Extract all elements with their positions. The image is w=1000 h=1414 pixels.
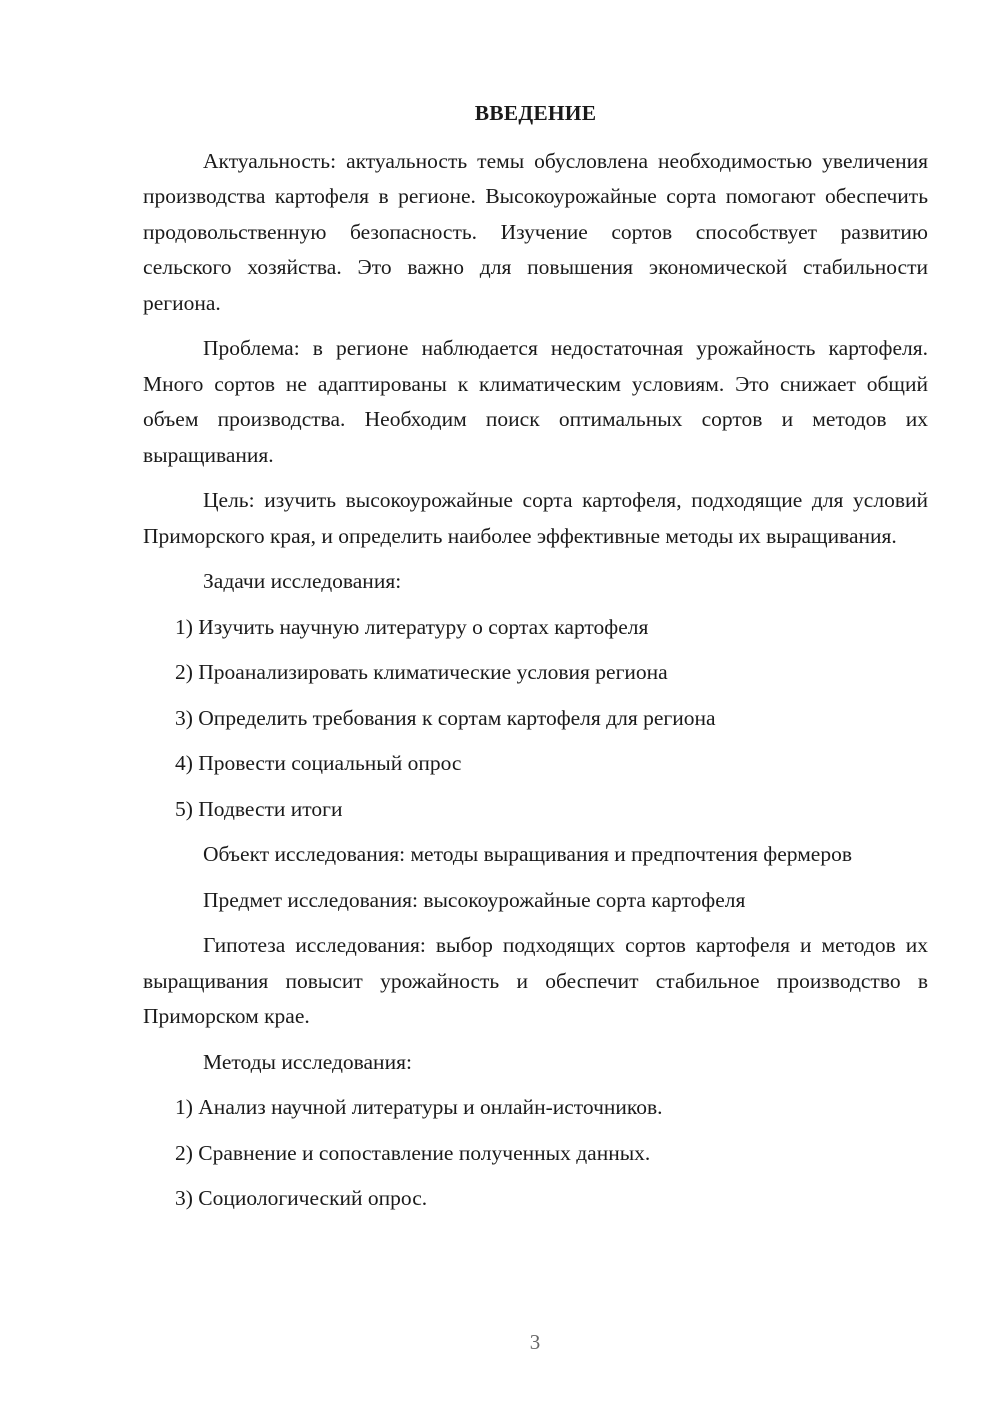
method-item: 3) Социологический опрос.	[175, 1186, 428, 1210]
object-paragraph: Объект исследования: методы выращивания и предпочтения фермеров	[203, 842, 852, 866]
task-item: 4) Провести социальный опрос	[175, 751, 462, 775]
relevance-paragraph: Актуальность: актуальность темы обусловлена необходимостью увеличения производства картофеля в регионе. Высокоурожайные сорта помогают обеспечить продовольственную безопасность. Изучение сортов способствует развитию сельского хозяйства. Это важно для повышения экономической стабильности региона.	[143, 148, 928, 315]
goal-paragraph: Цель: изучить высокоурожайные сорта картофеля, подходящие для условий Приморского края, и определить наиболее эффективные методы их выращивания.	[143, 488, 928, 548]
method-item: 1) Анализ научной литературы и онлайн-источников.	[175, 1095, 663, 1119]
page-title: ВВЕДЕНИЕ	[474, 101, 597, 125]
tasks-heading: Задачи исследования:	[203, 569, 402, 593]
task-item: 1) Изучить научную литературу о сортах картофеля	[175, 614, 649, 639]
task-item: 5) Подвести итоги	[175, 796, 343, 821]
methods-heading: Методы исследования:	[203, 1049, 412, 1074]
task-item: 2) Проанализировать климатические условия региона	[175, 660, 668, 684]
page-number: 3	[529, 1330, 541, 1354]
method-item: 2) Сравнение и сопоставление полученных данных.	[175, 1140, 651, 1165]
hypothesis-paragraph: Гипотеза исследования: выбор подходящих сортов картофеля и методов их выращивания повысит урожайность и обеспечит стабильное производство в Приморском крае.	[143, 933, 928, 1028]
problem-paragraph: Проблема: в регионе наблюдается недостаточная урожайность картофеля. Много сортов не адаптированы к климатическим условиям. Это снижает общий объем производства. Необходим поиск оптимальных сортов и методов их выращивания.	[143, 336, 928, 467]
subject-paragraph: Предмет исследования: высокоурожайные сорта картофеля	[203, 887, 746, 912]
task-item: 3) Определить требования к сортам картофеля для региона	[175, 705, 716, 730]
document-page	[143, 96, 928, 1227]
